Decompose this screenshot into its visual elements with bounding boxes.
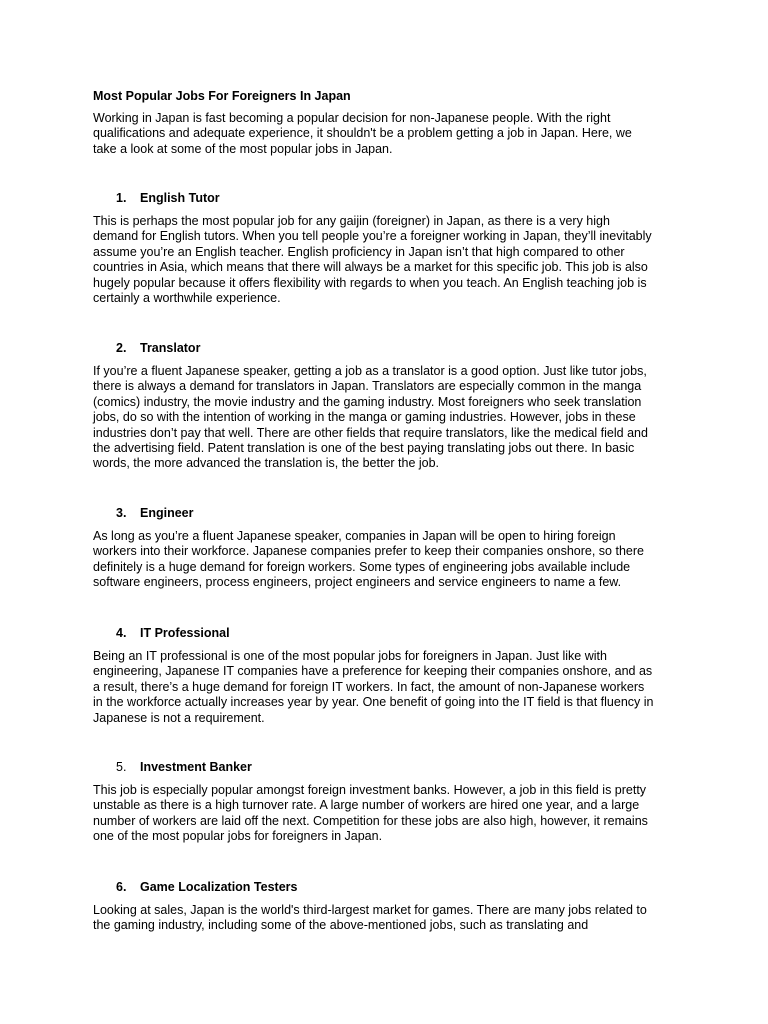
section-paragraph bbox=[93, 649, 693, 726]
intro-line: Working in Japan is fast becoming a popular decision for non-Japanese people. With the right bbox=[93, 111, 611, 125]
section-title: English Tutor bbox=[140, 191, 220, 205]
paragraph-line: the gaming industry, including some of the above-mentioned jobs, such as translating and bbox=[93, 918, 589, 933]
paragraph-line: hugely popular because it offers flexibility with regards to when you teach. An English teaching job is bbox=[93, 275, 647, 290]
paragraph-line: This job is especially popular amongst foreign investment banks. However, a job in this field is pretty bbox=[93, 783, 647, 797]
section-paragraph bbox=[93, 529, 693, 591]
paragraph-line: This is perhaps the most popular job for any gaijin (foreigner) in Japan, as there is a very high bbox=[93, 214, 610, 228]
paragraph-line: workers into their workforce. Japanese companies prefer to keep their companies onshore, so there bbox=[93, 544, 644, 559]
intro-paragraph bbox=[93, 111, 693, 157]
section-heading bbox=[116, 879, 297, 895]
section-paragraph bbox=[93, 214, 693, 306]
section-title: Translator bbox=[140, 341, 201, 355]
section-number: 1. bbox=[116, 191, 127, 205]
paragraph-line: demand for English tutors. When you tell people you’re a foreigner working in Japan, they’ll inevitably bbox=[93, 229, 652, 244]
paragraph-line: As long as you’re a fluent Japanese speaker, companies in Japan will be open to hiring foreign bbox=[93, 529, 616, 543]
section-heading bbox=[116, 505, 194, 521]
section-heading bbox=[116, 190, 220, 206]
paragraph-line: a result, there’s a huge demand for foreign IT workers. In fact, the amount of non-Japanese workers bbox=[93, 679, 645, 694]
paragraph-line: there is always a demand for translators in Japan. Translators are especially common in the manga bbox=[93, 379, 642, 394]
section-heading bbox=[116, 340, 200, 356]
section-paragraph bbox=[93, 364, 693, 472]
paragraph-line: certainly a worthwhile experience. bbox=[93, 291, 281, 306]
section-number: 5. bbox=[116, 760, 127, 774]
intro-line: take a look at some of the most popular jobs in Japan. bbox=[93, 141, 393, 156]
paragraph-line: Being an IT professional is one of the most popular jobs for foreigners in Japan. Just like with bbox=[93, 649, 607, 663]
paragraph-line: (comics) industry, the movie industry and the gaming industry. Most foreigners who seek translation bbox=[93, 394, 642, 409]
section-title: Engineer bbox=[140, 506, 194, 520]
section-number: 2. bbox=[116, 341, 127, 355]
paragraph-line: assume you’re an English teacher. English proficiency in Japan isn’t that high compared to other bbox=[93, 244, 625, 259]
paragraph-line: Looking at sales, Japan is the world's third-largest market for games. There are many jobs related to bbox=[93, 903, 647, 917]
paragraph-line: countries in Asia, which means that there will always be a market for this specific job. This job is also bbox=[93, 260, 648, 275]
section-paragraph bbox=[93, 783, 693, 845]
paragraph-line: definitely is a huge demand for foreign workers. Some types of engineering jobs available include bbox=[93, 559, 631, 574]
paragraph-line: engineering, Japanese IT companies have a preference for keeping their companies onshore, and as bbox=[93, 664, 653, 679]
section-paragraph bbox=[93, 903, 693, 934]
intro-line: qualifications and adequate experience, it shouldn't be a problem getting a job in Japan. Here, we bbox=[93, 126, 632, 141]
document-title: Most Popular Jobs For Foreigners In Japan bbox=[93, 89, 351, 103]
paragraph-line: the advertising field. Patent translation is one of the best paying translating jobs out there. In basic bbox=[93, 441, 635, 456]
paragraph-line: in the workforce actually increases year by year. One benefit of going into the IT field is that fluency in bbox=[93, 695, 654, 710]
section-title: IT Professional bbox=[140, 626, 230, 640]
section-number: 4. bbox=[116, 626, 127, 640]
paragraph-line: unstable as there is a high turnover rate. A large number of workers are hired one year, and a large bbox=[93, 798, 640, 813]
paragraph-line: If you’re a fluent Japanese speaker, getting a job as a translator is a good option. Just like tutor jobs, bbox=[93, 364, 647, 378]
section-title: Investment Banker bbox=[140, 760, 252, 774]
paragraph-line: number of workers are laid off the next. Competition for these jobs are also high, however, it remains bbox=[93, 813, 648, 828]
paragraph-line: software engineers, process engineers, project engineers and service engineers to name a few. bbox=[93, 575, 622, 590]
paragraph-line: Japanese is not a requirement. bbox=[93, 710, 265, 725]
section-title: Game Localization Testers bbox=[140, 880, 298, 894]
section-heading bbox=[116, 759, 252, 775]
section-heading bbox=[116, 625, 230, 641]
paragraph-line: industries don’t pay that well. There are other fields that require translators, like the medical field and bbox=[93, 425, 648, 440]
paragraph-line: words, the more advanced the translation is, the better the job. bbox=[93, 456, 440, 471]
paragraph-line: one of the most popular jobs for foreigners in Japan. bbox=[93, 829, 383, 844]
section-number: 6. bbox=[116, 880, 127, 894]
section-number: 3. bbox=[116, 506, 127, 520]
paragraph-line: jobs, do so with the intention of working in the manga or gaming industries. However, jobs in these bbox=[93, 410, 636, 425]
